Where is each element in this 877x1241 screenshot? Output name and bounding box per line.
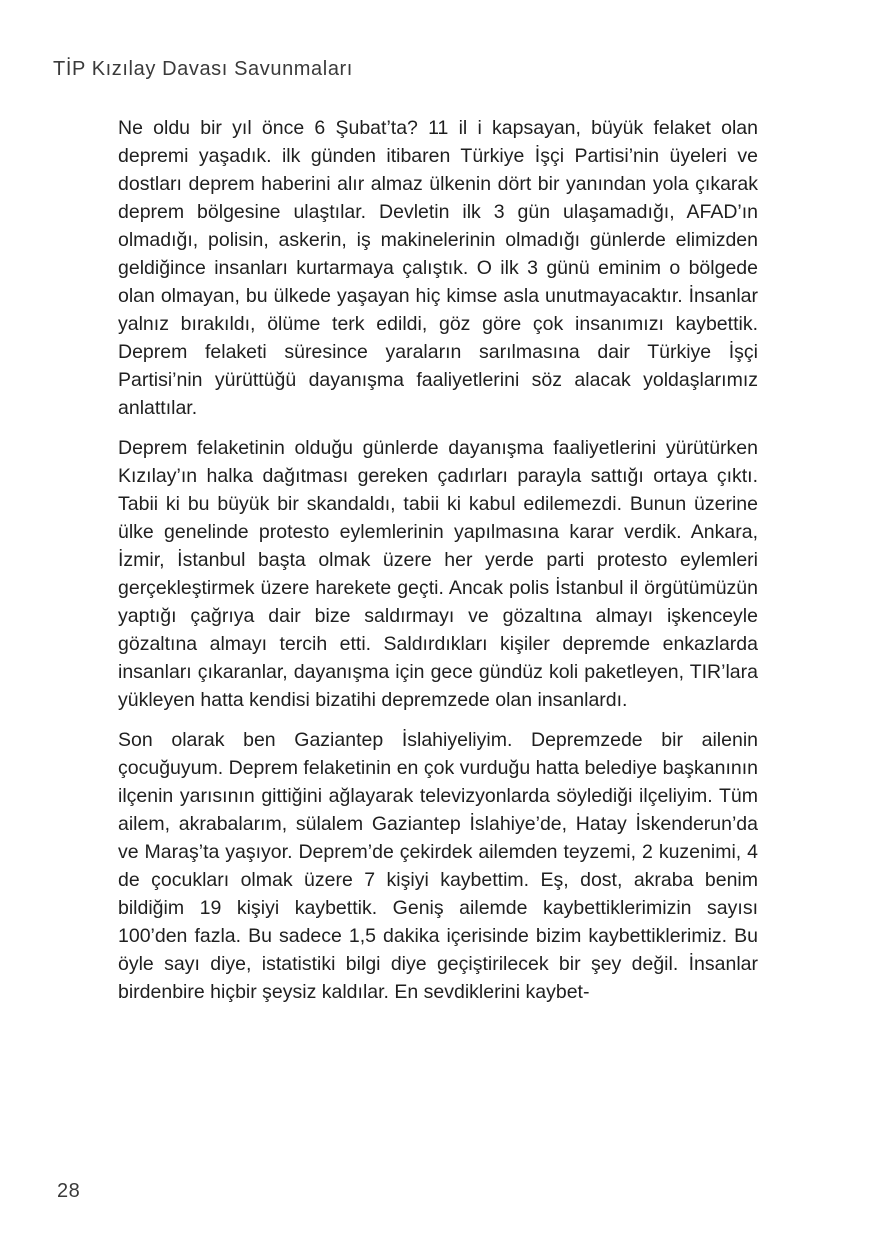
paragraph: Deprem felaketinin olduğu günlerde dayanışma faaliyetlerini yürütürken Kızılay’ın halka dağıtması gereken çadırları parayla sattığı ortaya çıktı. Tabii ki bu büyük bir skandaldı, tabii ki kabul edilemezdi. Bunun üzerine ülke genelinde protesto eylemlerinin yapılmasına karar verdik. Ankara, İzmir, İstanbul başta olmak üzere her yerde parti protesto eylemleri gerçekleştirmek üzere harekete geçti. Ancak polis İstanbul il örgütümüzün yaptığı çağrıya dair bize saldırmayı ve gözaltına almayı işkenceyle gözaltına almayı tercih etti. Saldırdıkları kişiler depremde enkazlarda insanları çıkaranlar, dayanışma için gece gündüz koli paketleyen, TIR’lara yükleyen hatta kendisi bizatihi depremzede olan insanlardı. bbox=[118, 437, 758, 711]
running-header: TİP Kızılay Davası Savunmaları bbox=[53, 58, 353, 80]
body-text bbox=[118, 114, 758, 1018]
paragraph: Ne oldu bir yıl önce 6 Şubat’ta? 11 il i kapsayan, büyük felaket olan depremi yaşadık. ilk günden itibaren Türkiye İşçi Partisi’nin üyeleri ve dostları deprem haberini alır almaz ülkenin dört bir yanından yola çıkarak deprem bölgesine ulaştılar. Devletin ilk 3 gün ulaşamadığı, AFAD’ın olmadığı, polisin, askerin, iş makinelerinin olmadığı günlerde elimizden geldiğince insanları kurtarmaya çalıştık. O ilk 3 günü eminim o bölgede olan olmayan, bu ülkede yaşayan hiç kimse asla unutmayacaktır. İnsanlar yalnız bırakıldı, ölüme terk edildi, göz göre çok insanımızı kaybettik. Deprem felaketi süresince yaraların sarılmasına dair Türkiye İşçi Partisi’nin yürüttüğü dayanışma faaliyetlerini söz alacak yoldaşlarımız anlattılar. bbox=[118, 117, 758, 419]
page-number: 28 bbox=[57, 1180, 81, 1202]
paragraph: Son olarak ben Gaziantep İslahiyeliyim. Depremzede bir ailenin çocuğuyum. Deprem felaketinin en çok vurduğu hatta belediye başkanının ilçenin yarısının gittiğini ağlayarak televizyonlarda söylediği ilçeliyim. Tüm ailem, akrabalarım, sülalem Gaziantep İslahiye’de, Hatay İskenderun’da ve Maraş’ta yaşıyor. Deprem’de çekirdek ailemden teyzemi, 2 kuzenimi, 4 de çocukları olmak üzere 7 kişiyi kaybettim. Eş, dost, akraba benim bildiğim 19 kişiyi kaybettik. Geniş ailemde kaybettiklerimizin sayısı 100’den fazla. Bu sadece 1,5 dakika içerisinde bizim kaybettiklerimiz. Bu öyle sayı diye, istatistiki bilgi diye geçiştirilecek bir şey değil. İnsanlar birdenbire hiçbir şeysiz kaldılar. En sevdiklerini kaybet- bbox=[118, 729, 758, 1003]
